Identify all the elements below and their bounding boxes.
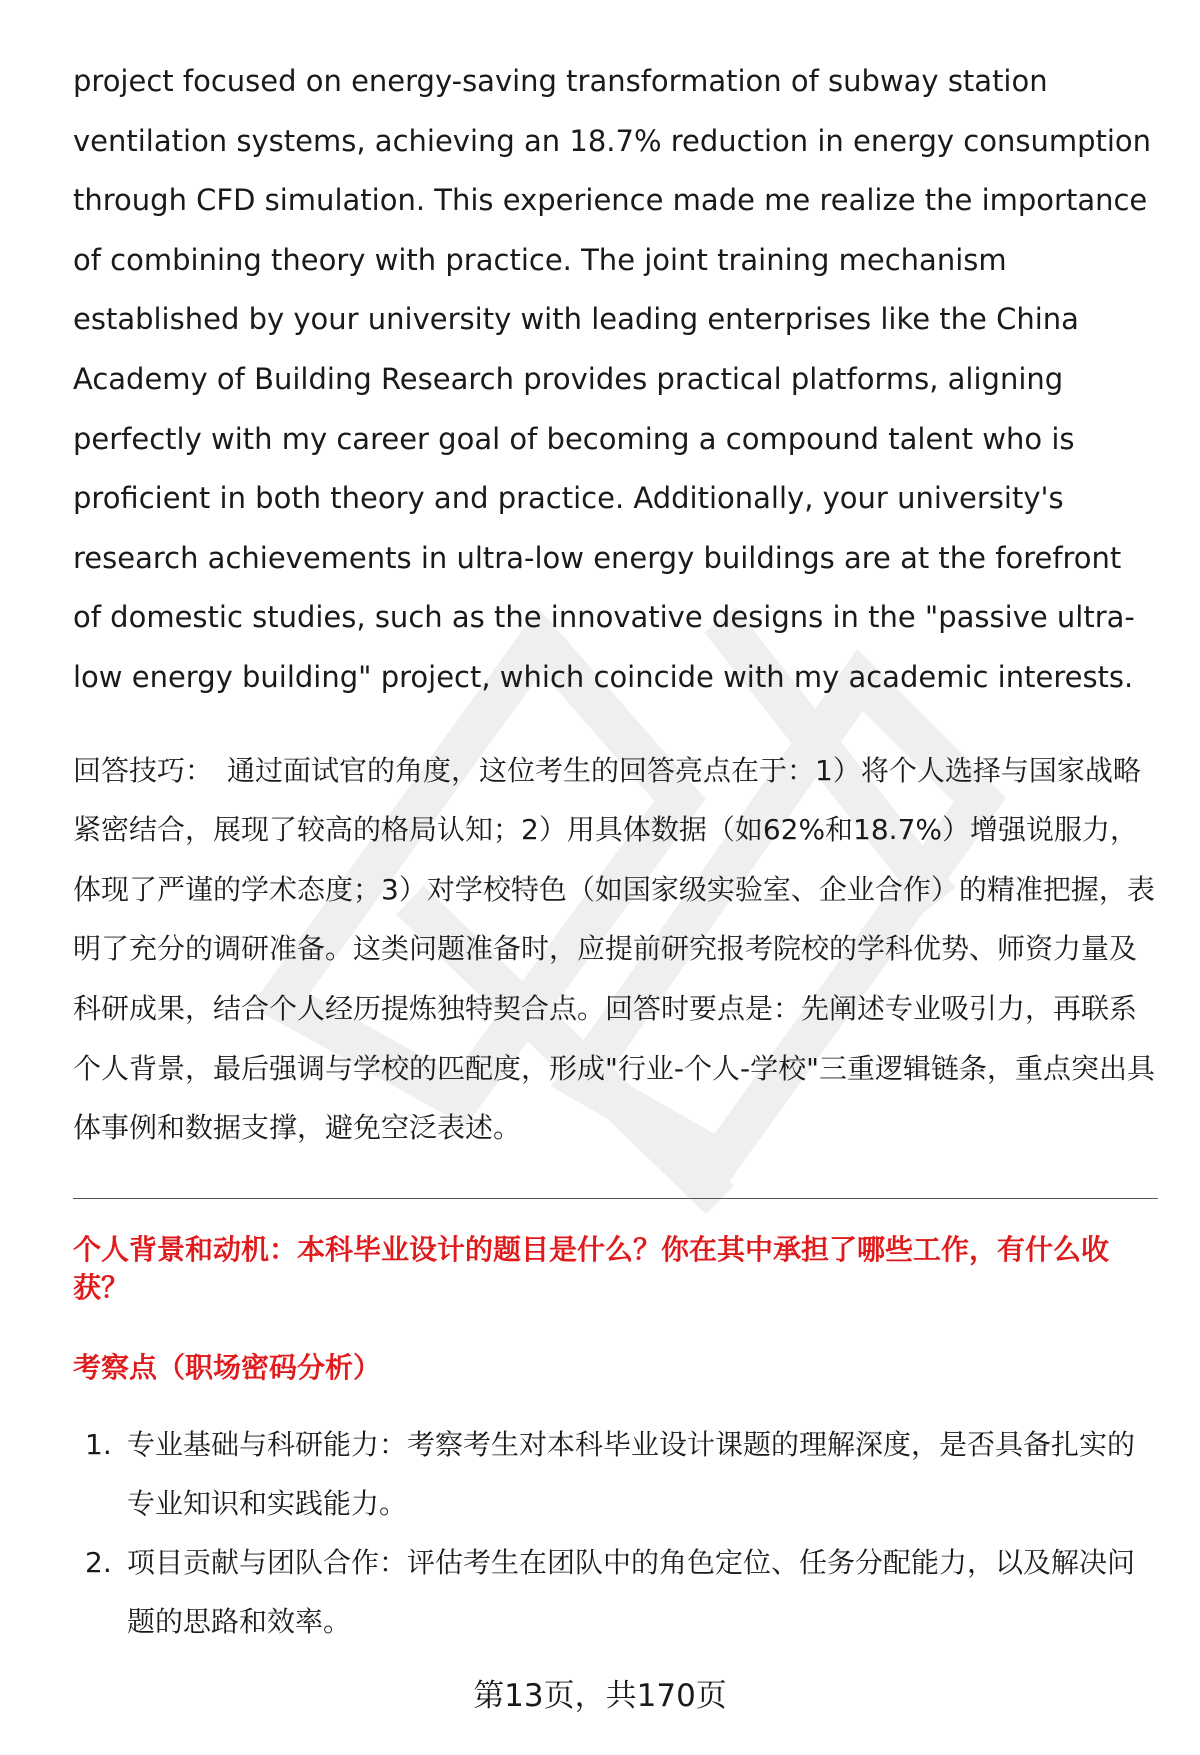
- answer-tip-text: 通过面试官的角度，这位考生的回答亮点在于：1）将个人选择与国家战略紧密结合，展现了较高的格局认知；2）用具体数据（如62%和18.7%）增强说服力，体现了严谨的学术态度；3）对学校特色（如国家级实验室、企业合作）的精准把握，表明了充分的调研准备。这类问题准备时，应提前研究报考院校的学科优势、师资力量及科研成果，结合个人经历提炼独特契合点。回答时要点是：先阐述专业吸引力，再联系个人背景，最后强调与学校的匹配度，形成"行业-个人-学校"三重逻辑链条，重点突出具体事例和数据支撑，避免空泛表述。: [73, 753, 1155, 1145]
- points-list: [73, 1415, 1158, 1651]
- list-item: [73, 1533, 1158, 1651]
- section-heading: 考察点（职场密码分析）: [73, 1350, 382, 1384]
- question-heading: 个人背景和动机：本科毕业设计的题目是什么？你在其中承担了哪些工作，有什么收获？: [73, 1232, 1110, 1304]
- page-footer: 第13页，共170页: [473, 1678, 727, 1714]
- list-item-text: 专业基础与科研能力：考察考生对本科毕业设计课题的理解深度，是否具备扎实的专业知识和实践能力。: [127, 1427, 1136, 1520]
- list-item-number: 1.: [85, 1427, 112, 1461]
- body-paragraph: project focused on energy-saving transformation of subway station ventilation systems, achieving an 18.7% reduction in energy consumption through CFD simulation. This experience made me realize the importance of combining theory with practice. The joint training mechanism established by your university with leading enterprises like the China Academy of Building Research provides practical platforms, aligning perfectly with my career goal of becoming a compound talent who is proficient in both theory and practice. Additionally, your university's research achievements in ultra-low energy buildings are at the forefront of domestic studies, such as the innovative designs in the "passive ultra-low energy building" project, which coincide with my academic interests.: [73, 64, 1152, 694]
- list-item-number: 2.: [85, 1545, 112, 1579]
- page-content: [73, 52, 1158, 1651]
- list-item-text: 项目贡献与团队合作：评估考生在团队中的角色定位、任务分配能力，以及解决问题的思路和效率。: [127, 1545, 1136, 1638]
- answer-tip: [73, 741, 1158, 1158]
- list-item: [73, 1415, 1158, 1533]
- section-divider: [73, 1198, 1158, 1199]
- answer-tip-label: 回答技巧：: [73, 753, 214, 787]
